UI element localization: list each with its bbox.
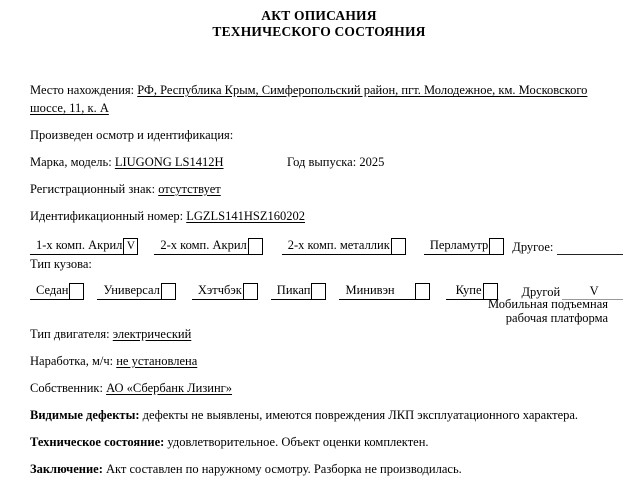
condition-value: удовлетворительное. Объект оценки комплектен. [167, 435, 429, 449]
field-condition [30, 433, 608, 451]
body-type-minivan [339, 283, 429, 300]
body-type-other-note-line2: рабочая платформа [505, 310, 608, 325]
field-owner [30, 379, 608, 397]
body-type-other-label: Другой [521, 285, 561, 299]
body-type-label: Тип кузова: [30, 257, 92, 271]
conclusion-label: Заключение: [30, 462, 103, 476]
paint-other-label: Другое: [512, 240, 554, 254]
paint-checkbox-1k-acryl[interactable]: V [123, 238, 138, 255]
paint-checkbox-2k-metallic[interactable] [391, 238, 406, 255]
field-location [30, 81, 595, 117]
field-engine [30, 325, 608, 343]
paint-option-1k-acryl [30, 238, 138, 255]
paint-other-input[interactable] [557, 240, 623, 255]
field-conclusion [30, 460, 608, 478]
field-brand-year [30, 153, 608, 171]
body-type-option-label: Купе [446, 283, 483, 300]
field-defects [30, 406, 608, 424]
field-inspection [30, 126, 608, 144]
body-type-option-label: Минивэн [339, 283, 414, 300]
body-type-other-note [30, 298, 608, 325]
paint-checkbox-pearl[interactable] [489, 238, 504, 255]
body-type-other-input[interactable]: V [562, 284, 623, 300]
year-field [287, 153, 384, 171]
vin-value: LGZLS141HSZ160202 [186, 209, 305, 223]
body-type-checkbox-pickup[interactable] [311, 283, 326, 300]
title-line-2: ТЕХНИЧЕСКОГО СОСТОЯНИЯ [212, 23, 426, 39]
paint-option-pearl [424, 238, 504, 255]
paint-option-label: 1-х комп. Акрил [30, 238, 123, 255]
defects-label: Видимые дефекты: [30, 408, 140, 422]
vin-label: Идентификационный номер: [30, 209, 184, 223]
paint-options-row [30, 237, 608, 255]
paint-checkbox-2k-acryl[interactable] [248, 238, 263, 255]
body-type-checkbox-hatchback[interactable] [243, 283, 258, 300]
location-value: РФ, Республика Крым, Симферопольский район, пгт. Молодежное, км. Московского шоссе, 11, к. А [30, 83, 588, 115]
registration-value: отсутствует [158, 182, 221, 196]
hours-value: не установлена [116, 354, 198, 368]
paint-option-label: 2-х комп. Акрил [154, 238, 247, 255]
condition-label: Техническое состояние: [30, 435, 165, 449]
paint-option-2k-metallic [282, 238, 406, 255]
paint-option-label: Перламутр [424, 238, 489, 255]
engine-label: Тип двигателя: [30, 327, 110, 341]
owner-value: АО «Сбербанк Лизинг» [106, 381, 233, 395]
body-type-option-label: Универсал [97, 283, 160, 300]
year-label: Год выпуска: [287, 155, 357, 169]
field-hours [30, 352, 608, 370]
paint-other [512, 240, 623, 255]
title-line-1: АКТ ОПИСАНИЯ [261, 8, 377, 23]
body-type-sedan [30, 283, 84, 300]
document-title [30, 8, 608, 39]
body-type-option-label: Седан [30, 283, 69, 300]
body-type-option-label: Хэтчбэк [192, 283, 243, 300]
location-label: Место нахождения: [30, 83, 135, 97]
field-registration [30, 180, 608, 198]
brand-value: LIUGONG LS1412H [114, 155, 224, 169]
brand-label: Марка, модель: [30, 155, 112, 169]
body-type-hatchback [192, 283, 258, 300]
engine-value: электрический [112, 327, 192, 341]
field-vin [30, 207, 608, 225]
body-type-option-label: Пикап [271, 283, 312, 300]
body-type-checkbox-wagon[interactable] [161, 283, 176, 300]
owner-label: Собственник: [30, 381, 103, 395]
paint-option-label: 2-х комп. металлик [282, 238, 391, 255]
paint-option-2k-acryl [154, 238, 262, 255]
conclusion-value: Акт составлен по наружному осмотру. Разборка не производилась. [105, 462, 462, 476]
defects-value: дефекты не выявлены, имеются повреждения ЛКП эксплуатационного характера. [142, 408, 579, 422]
registration-label: Регистрационный знак: [30, 182, 156, 196]
body-type-checkbox-minivan[interactable] [415, 283, 430, 300]
inspection-text: Произведен осмотр и идентификация: [30, 128, 234, 142]
body-type-other-note-line1: Мобильная подъемная [487, 297, 608, 311]
body-type-wagon [97, 283, 175, 300]
body-type-pickup [271, 283, 327, 300]
hours-label: Наработка, м/ч: [30, 354, 114, 368]
body-type-checkbox-sedan[interactable] [69, 283, 84, 300]
year-value: 2025 [359, 155, 385, 169]
